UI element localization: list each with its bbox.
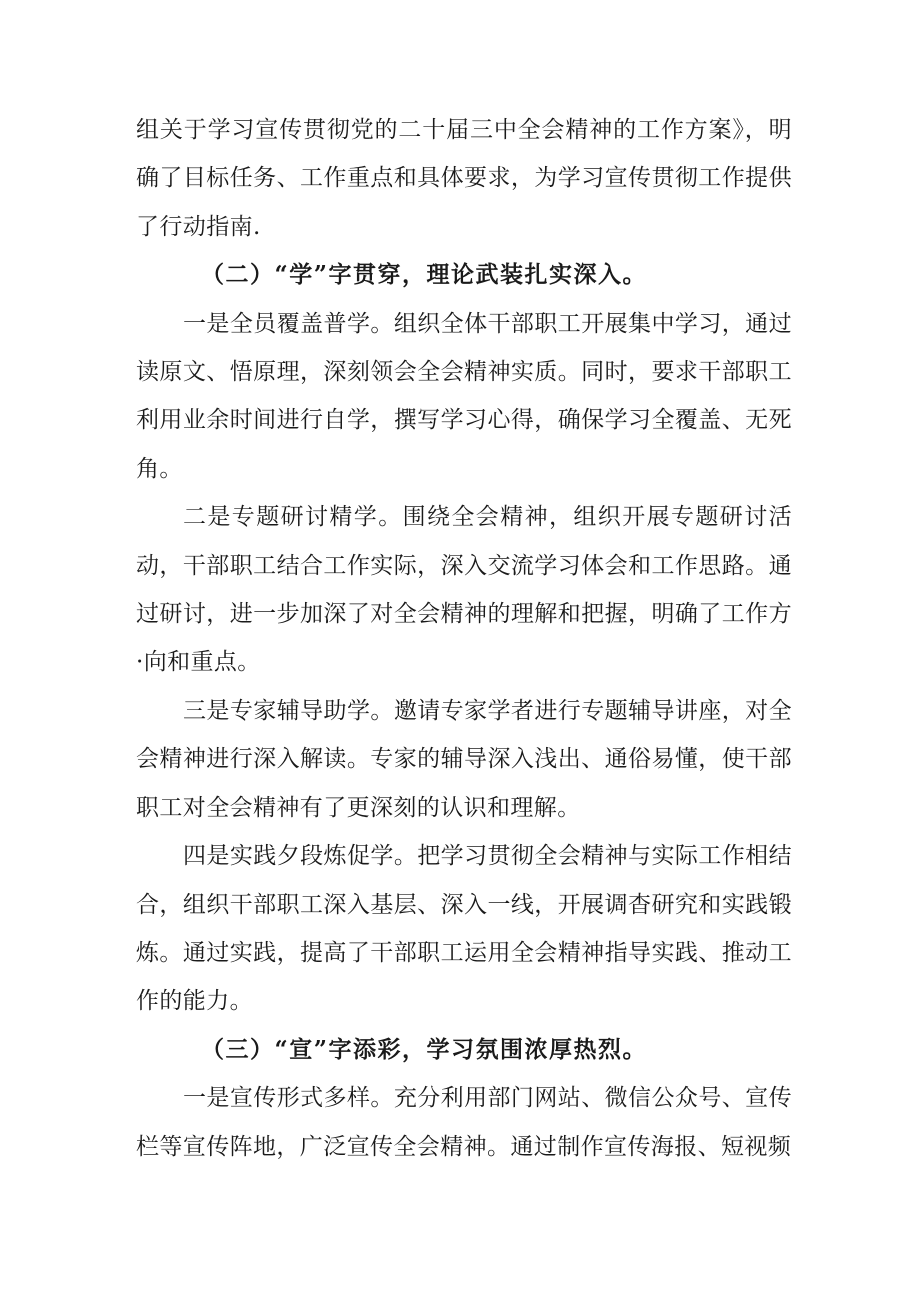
paragraph-expert-study: 三是专家辅导助学。邀请专家学者进行专题辅导讲座，对全会精神进行深入解读。专家的辅导深入浅出、通俗易懂，使干部职工对全会精神有了更深刻的认识和理解。 <box>136 697 792 821</box>
section-heading-three: （三）“宣”字添彩，学习氛围浓厚热烈。 <box>201 1035 647 1063</box>
paragraph-continuation: 组关于学习宣传贯彻党的二十届三中全会精神的工作方案》，明确了目标任务、工作重点和具体要求，为学习宣传贯彻工作提供了行动指南. <box>136 117 792 240</box>
document-body <box>136 106 792 1171</box>
paragraph-full-coverage-study: 一是全员覆盖普学。组织全体干部职工开展集中学习，通过读原文、悟原理，深刻领会全会精神实质。同时，要求干部职工利用业余时间进行自学，撰写学习心得，确保学习全覆盖、无死角。 <box>136 310 792 482</box>
paragraph-publicity-forms: 一是宣传形式多样。充分利用部门网站、微信公众号、宣传栏等宣传阵地，广泛宣传全会精神。通过制作宣传海报、短视频 <box>136 1085 792 1160</box>
section-heading-two: （二）“学”字贯穿，理论武装扎实深入。 <box>201 261 647 289</box>
paragraph-practice-study: 四是实践夕段炼促学。把学习贯彻全会精神与实际工作相结合，组织干部职工深入基层、深入一线，开展调杳研究和实践锻炼。通过实践，提高了干部职工运用全会精神指导实践、推动工作的能力。 <box>136 843 792 1015</box>
paragraph-seminar-study: 二是专题研讨精学。围绕全会精神，组织开展专题研讨活动，干部职工结合工作实际，深入交流学习体会和工作思路。通过研讨，进一步加深了对全会精神的理解和把握，明确了工作方·向和重点。 <box>136 504 792 676</box>
